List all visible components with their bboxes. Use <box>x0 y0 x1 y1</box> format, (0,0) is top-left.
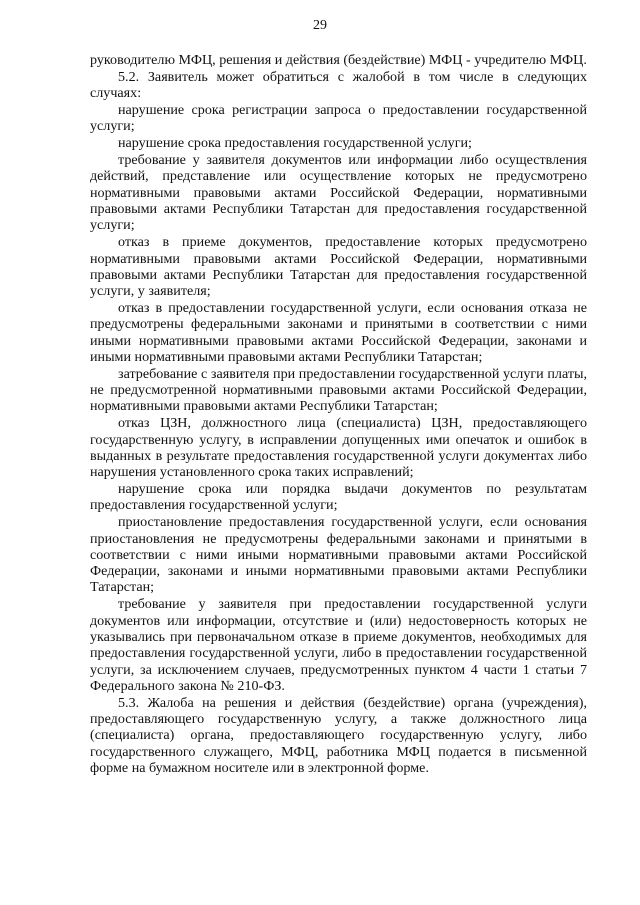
document-body <box>90 52 587 777</box>
paragraph-case-document-demand: требование у заявителя документов или информации либо осуществления действий, представление или осуществление которых не предусмотрено нормативными правовыми актами Российской Федерации, нормативными правовыми актами Республики Татарстан для предоставления государственной услуги; <box>90 152 587 234</box>
paragraph-case-registration-deadline: нарушение срока регистрации запроса о предоставлении государственной услуги; <box>90 102 587 135</box>
paragraph-case-issuance-violation: нарушение срока или порядка выдачи документов по результатам предоставления государственной услуги; <box>90 481 587 514</box>
paragraph-case-additional-documents: требование у заявителя при предоставлении государственной услуги документов или информации, отсутствие и (или) недостоверность которых не указывались при первоначальном отказе в приеме документов, необходимых для предоставления государственной услуги, либо в предоставлении государственной услуги, за исключением случаев, предусмотренных пунктом 4 части 1 статьи 7 Федерального закона № 210-ФЗ. <box>90 596 587 694</box>
paragraph-5-3-complaint-form: 5.3. Жалоба на решения и действия (бездействие) органа (учреждения), предоставляющего государственную услугу, а также должностного лица (специалиста) органа, предоставляющего государственную услугу, либо государственного служащего, МФЦ, работника МФЦ подается в письменной форме на бумажном носителе или в электронной форме. <box>90 694 587 776</box>
paragraph-case-fee-demand: затребование с заявителя при предоставлении государственной услуги платы, не предусмотренной нормативными правовыми актами Российской Федерации, нормативными правовыми актами Республики Татарстан; <box>90 365 587 415</box>
paragraph-continuation: руководителю МФЦ, решения и действия (бездействие) МФЦ - учредителю МФЦ. <box>90 52 587 68</box>
paragraph-5-2-intro: 5.2. Заявитель может обратиться с жалобой в том числе в следующих случаях: <box>90 68 587 102</box>
paragraph-case-suspension: приостановление предоставления государственной услуги, если основания приостановления не предусмотрены федеральными законами и принятыми в соответствии с ними иными нормативными правовыми актами Российской Федерации, законами и иными нормативными правовыми актами Республики Татарстан; <box>90 514 587 596</box>
paragraph-case-service-deadline: нарушение срока предоставления государственной услуги; <box>118 135 472 152</box>
paragraph-case-correction-refusal: отказ ЦЗН, должностного лица (специалиста) ЦЗН, предоставляющего государственную услугу, в исправлении допущенных ими опечаток и ошибок в выданных в результате предоставления государственной услуги документах либо нарушения установленного срока таких исправлений; <box>90 415 587 481</box>
paragraph-case-service-refusal: отказ в предоставлении государственной услуги, если основания отказа не предусмотрены федеральными законами и принятыми в соответствии с ними иными нормативными правовыми актами Российской Федерации, законами и иными нормативными правовыми актами Республики Татарстан; <box>90 300 587 365</box>
page-number: 29 <box>313 18 327 33</box>
paragraph-case-acceptance-refusal: отказ в приеме документов, предоставление которых предусмотрено нормативными правовыми актами Российской Федерации, нормативными правовыми актами Республики Татарстан для предоставления государственной услуги, у заявителя; <box>90 234 587 300</box>
